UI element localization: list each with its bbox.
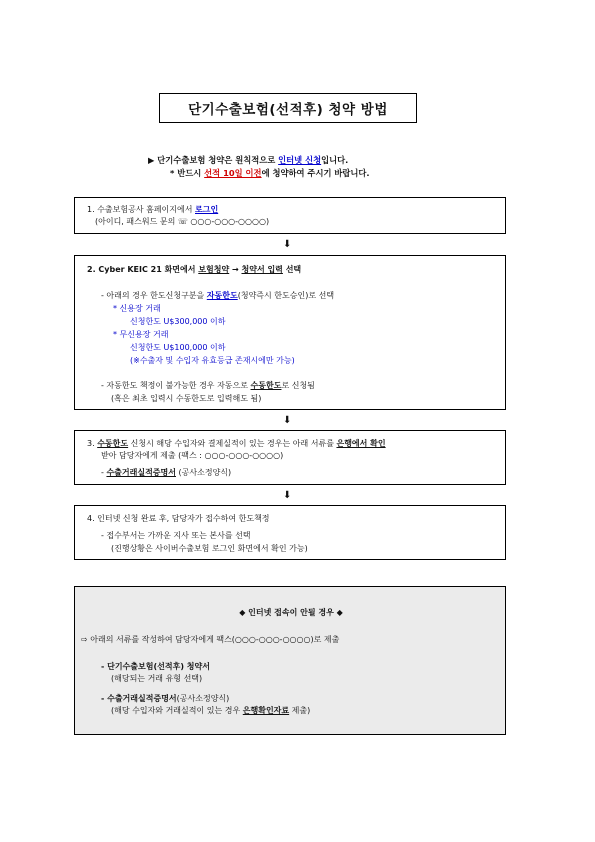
step-1-contact: (아이디, 패스워드 문의 ☏ ○○○-○○○-○○○○) [95, 217, 270, 226]
step-2-box [74, 255, 506, 410]
step-2-lc: * 신용장 거래 [113, 304, 161, 313]
offline-instruction: ⇨ 아래의 서류를 작성하여 담당자에게 팩스(○○○-○○○-○○○○)로 제출 [81, 635, 340, 644]
deadline-highlight: 선적 10일 이전 [204, 168, 262, 178]
offline-certificate-note: (해당 수입자와 거래실적이 있는 경우 은행확인자료 제출) [111, 706, 311, 715]
step-3-box [74, 430, 506, 485]
down-arrow-icon: ⬇ [283, 490, 292, 501]
step-2-lc-limit: 신청한도 U$300,000 이하 [130, 317, 226, 326]
step-3-heading: 3. 수동한도 신청시 해당 수입자와 결제실적이 있는 경우는 아래 서류를 은행에서 확인 [87, 439, 386, 448]
intro-line-1: ▶ 단기수출보험 청약은 원칙적으로 인터넷 신청입니다. [148, 155, 349, 165]
down-arrow-icon: ⬇ [283, 239, 292, 250]
step-2-non-lc: * 무신용장 거래 [113, 330, 169, 339]
step-3-document: - 수출거래실적증명서 (공사소정양식) [101, 468, 232, 477]
intro-line-2: * 반드시 선적 10일 이전에 청약하여 주시기 바랍니다. [170, 168, 370, 178]
step-2-note: (※수출자 및 수입자 유효등급 존재시에만 가능) [130, 356, 295, 365]
offline-form: - 단기수출보험(선적후) 청약서 [101, 662, 210, 671]
step-2-auto-limit: - 아래의 경우 한도신청구분을 자동한도(청약즉시 한도승인)로 선택 [101, 291, 335, 300]
step-2-non-lc-limit: 신청한도 U$100,000 이하 [130, 343, 226, 352]
page-title: 단기수출보험(선적후) 청약 방법 [159, 93, 417, 123]
step-2-manual-note: (혹은 최초 입력시 수동한도로 입력해도 됨) [111, 394, 262, 403]
step-2-manual-limit: - 자동한도 책정이 불가능한 경우 자동으로 수동한도로 신청됨 [101, 381, 315, 390]
offline-heading: ◆ 인터넷 접속이 안될 경우 ◆ [239, 608, 343, 617]
login-link[interactable]: 로그인 [195, 205, 219, 214]
step-4-branch: - 접수부서는 가까운 지사 또는 본사를 선택 [101, 531, 251, 540]
step-3-fax: 받아 담당자에게 제출 (팩스 : ○○○-○○○-○○○○) [101, 451, 284, 460]
step-4-box [74, 505, 506, 560]
offline-certificate: - 수출거래실적증명서(공사소정양식) [101, 694, 230, 703]
triangle-bullet-icon: ▶ [148, 155, 155, 165]
step-1-box [74, 197, 506, 234]
step-4-heading: 4. 인터넷 신청 완료 후, 담당자가 접수하여 한도책정 [87, 514, 270, 523]
down-arrow-icon: ⬇ [283, 415, 292, 426]
asterisk-bullet-icon: * [170, 168, 175, 178]
step-2-heading: 2. Cyber KEIC 21 화면에서 보험청약 → 청약서 입력 선택 [87, 265, 302, 274]
internet-application-link[interactable]: 인터넷 신청 [278, 155, 322, 165]
step-4-progress: (진행상황은 사이버수출보험 로그인 화면에서 확인 가능) [111, 544, 308, 553]
offline-box [74, 586, 506, 735]
step-1-heading: 1. 수출보험공사 홈페이지에서 로그인 [87, 205, 219, 214]
offline-form-note: (해당되는 거래 유형 선택) [111, 674, 203, 683]
